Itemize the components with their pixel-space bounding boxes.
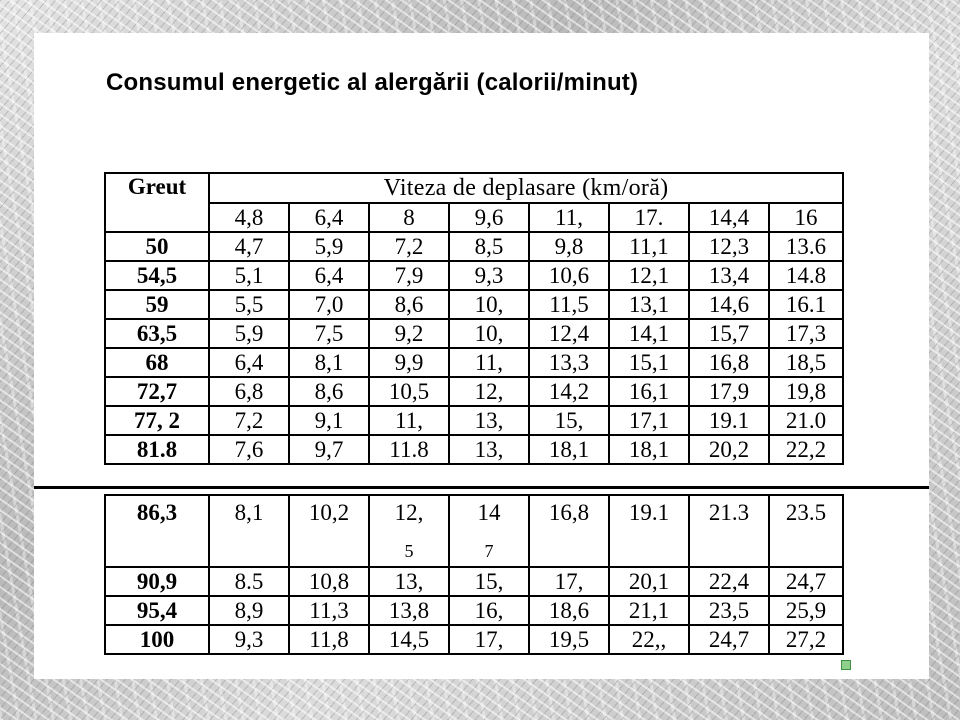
table-row: [105, 625, 843, 654]
value-cell: 12,: [449, 377, 529, 406]
value-stack: [374, 500, 444, 564]
value-cell: 11,8: [289, 625, 369, 654]
weight-cell: 95,4: [105, 596, 209, 625]
weight-cell: 77, 2: [105, 406, 209, 435]
weight-cell: 86,3: [105, 495, 209, 567]
table-row: [105, 596, 843, 625]
value-cell: [369, 495, 449, 567]
value-cell: 16,: [449, 596, 529, 625]
table-row: [105, 319, 843, 348]
value-cell: 10,8: [289, 567, 369, 596]
speed-cell: 6,4: [289, 203, 369, 232]
value-cell: 21.0: [769, 406, 843, 435]
value-cell: 8,1: [289, 348, 369, 377]
value-cell: [529, 495, 609, 567]
value-cell: 17,9: [689, 377, 769, 406]
value-cell: 24,7: [689, 625, 769, 654]
value-cell: 20,2: [689, 435, 769, 464]
value-cell: 7,2: [209, 406, 289, 435]
value-cell: 5,9: [289, 232, 369, 261]
weight-cell: 100: [105, 625, 209, 654]
value-cell: 6,4: [209, 348, 289, 377]
horizontal-divider: [34, 486, 929, 489]
weight-cell: 72,7: [105, 377, 209, 406]
value-text: 23.5: [785, 500, 827, 525]
table-row: [105, 377, 843, 406]
value-cell: 8,9: [209, 596, 289, 625]
value-cell: 8,6: [369, 290, 449, 319]
slide: [34, 33, 929, 679]
value-cell: 22,2: [769, 435, 843, 464]
value-cell: 17,1: [609, 406, 689, 435]
speed-cell: 11,: [529, 203, 609, 232]
value-cell: 7,5: [289, 319, 369, 348]
value-cell: 6,4: [289, 261, 369, 290]
value-cell: 11,5: [529, 290, 609, 319]
table-row: [105, 290, 843, 319]
weight-column-header: [105, 173, 209, 232]
value-stack: [614, 500, 684, 564]
value-cell: [289, 495, 369, 567]
value-cell: 9,1: [289, 406, 369, 435]
weight-cell: 59: [105, 290, 209, 319]
value-cell: 24,7: [769, 567, 843, 596]
value-cell: [209, 495, 289, 567]
value-cell: 12,3: [689, 232, 769, 261]
speed-cell: 9,6: [449, 203, 529, 232]
value-stack: [454, 500, 524, 564]
value-text: 8,1: [234, 500, 264, 525]
value-cell: 11,1: [609, 232, 689, 261]
value-text: 14: [477, 500, 501, 525]
value-cell: 6,8: [209, 377, 289, 406]
value-cell: 27,2: [769, 625, 843, 654]
value-cell: 14.8: [769, 261, 843, 290]
value-cell: [689, 495, 769, 567]
value-cell: 9,3: [209, 625, 289, 654]
value-cell: [609, 495, 689, 567]
value-cell: [449, 495, 529, 567]
value-cell: 10,: [449, 290, 529, 319]
value-cell: 14,1: [609, 319, 689, 348]
value-cell: 25,9: [769, 596, 843, 625]
value-cell: [769, 495, 843, 567]
table-row: [105, 435, 843, 464]
value-cell: 17,: [529, 567, 609, 596]
calorie-table-bottom: [104, 494, 844, 655]
value-cell: 18,5: [769, 348, 843, 377]
value-cell: 7,0: [289, 290, 369, 319]
value-cell: 7,6: [209, 435, 289, 464]
value-cell: 13,8: [369, 596, 449, 625]
value-cell: 13,4: [689, 261, 769, 290]
weight-label: Greut: [127, 174, 187, 199]
value-cell: 13,: [449, 435, 529, 464]
value-cell: 8,5: [449, 232, 529, 261]
value-cell: 14,2: [529, 377, 609, 406]
weight-cell: 54,5: [105, 261, 209, 290]
value-cell: 13,3: [529, 348, 609, 377]
value-cell: 15,: [449, 567, 529, 596]
value-text: 19.1: [628, 500, 670, 525]
value-cell: 18,1: [609, 435, 689, 464]
value-wrap-fragment: 5: [404, 541, 414, 561]
value-text: 12,: [394, 500, 424, 525]
page-title: Consumul energetic al alergării (calorii/minut): [106, 69, 639, 96]
table-row: [105, 495, 843, 567]
value-wrap-fragment: 7: [484, 541, 494, 561]
value-stack: [214, 500, 284, 564]
value-cell: 9,2: [369, 319, 449, 348]
weight-cell: 90,9: [105, 567, 209, 596]
value-cell: 18,6: [529, 596, 609, 625]
value-cell: 12,1: [609, 261, 689, 290]
value-cell: 22,,: [609, 625, 689, 654]
speed-cell: 8: [369, 203, 449, 232]
weight-cell: 68: [105, 348, 209, 377]
weight-cell: 50: [105, 232, 209, 261]
value-cell: 16.1: [769, 290, 843, 319]
value-cell: 8,6: [289, 377, 369, 406]
value-text: 16,8: [548, 500, 590, 525]
value-cell: 19,5: [529, 625, 609, 654]
value-cell: 13,1: [609, 290, 689, 319]
speed-cell: 14,4: [689, 203, 769, 232]
speeds-row: [105, 203, 843, 232]
weight-cell: 81.8: [105, 435, 209, 464]
value-cell: 5,5: [209, 290, 289, 319]
speed-cell: 17.: [609, 203, 689, 232]
table-row: [105, 348, 843, 377]
value-text: 10,2: [308, 500, 350, 525]
value-text: 21.3: [708, 500, 750, 525]
value-cell: 16,1: [609, 377, 689, 406]
value-cell: 8.5: [209, 567, 289, 596]
value-cell: 22,4: [689, 567, 769, 596]
value-cell: 7,2: [369, 232, 449, 261]
value-cell: 11.8: [369, 435, 449, 464]
value-cell: 9,9: [369, 348, 449, 377]
value-cell: 17,3: [769, 319, 843, 348]
value-cell: 13,: [449, 406, 529, 435]
value-cell: 10,5: [369, 377, 449, 406]
resize-handle-icon[interactable]: [841, 660, 851, 670]
value-cell: 21,1: [609, 596, 689, 625]
value-cell: 19,8: [769, 377, 843, 406]
table-row: [105, 261, 843, 290]
value-stack: [534, 500, 604, 564]
value-cell: 5,1: [209, 261, 289, 290]
value-cell: 23,5: [689, 596, 769, 625]
value-stack: [294, 500, 364, 564]
value-cell: 15,7: [689, 319, 769, 348]
value-cell: 13,: [369, 567, 449, 596]
value-cell: 11,: [449, 348, 529, 377]
speed-cell: 16: [769, 203, 843, 232]
value-stack: [774, 500, 838, 564]
speed-cell: 4,8: [209, 203, 289, 232]
table-row: [105, 567, 843, 596]
value-cell: 13.6: [769, 232, 843, 261]
value-cell: 11,3: [289, 596, 369, 625]
value-cell: 17,: [449, 625, 529, 654]
value-cell: 10,: [449, 319, 529, 348]
value-cell: 14,6: [689, 290, 769, 319]
value-cell: 4,7: [209, 232, 289, 261]
value-cell: 14,5: [369, 625, 449, 654]
value-cell: 10,6: [529, 261, 609, 290]
value-cell: 9,7: [289, 435, 369, 464]
value-cell: 5,9: [209, 319, 289, 348]
speed-column-header: Viteza de deplasare (km/oră): [209, 173, 843, 203]
value-cell: 9,3: [449, 261, 529, 290]
value-cell: 15,1: [609, 348, 689, 377]
value-cell: 19.1: [689, 406, 769, 435]
table-row: [105, 232, 843, 261]
value-cell: 16,8: [689, 348, 769, 377]
value-cell: 18,1: [529, 435, 609, 464]
value-cell: 11,: [369, 406, 449, 435]
header-row: [105, 173, 843, 203]
table-row: [105, 406, 843, 435]
value-cell: 9,8: [529, 232, 609, 261]
value-cell: 15,: [529, 406, 609, 435]
calorie-table-top: [104, 172, 844, 465]
value-cell: 12,4: [529, 319, 609, 348]
weight-cell: 63,5: [105, 319, 209, 348]
value-cell: 20,1: [609, 567, 689, 596]
value-cell: 7,9: [369, 261, 449, 290]
value-stack: [694, 500, 764, 564]
